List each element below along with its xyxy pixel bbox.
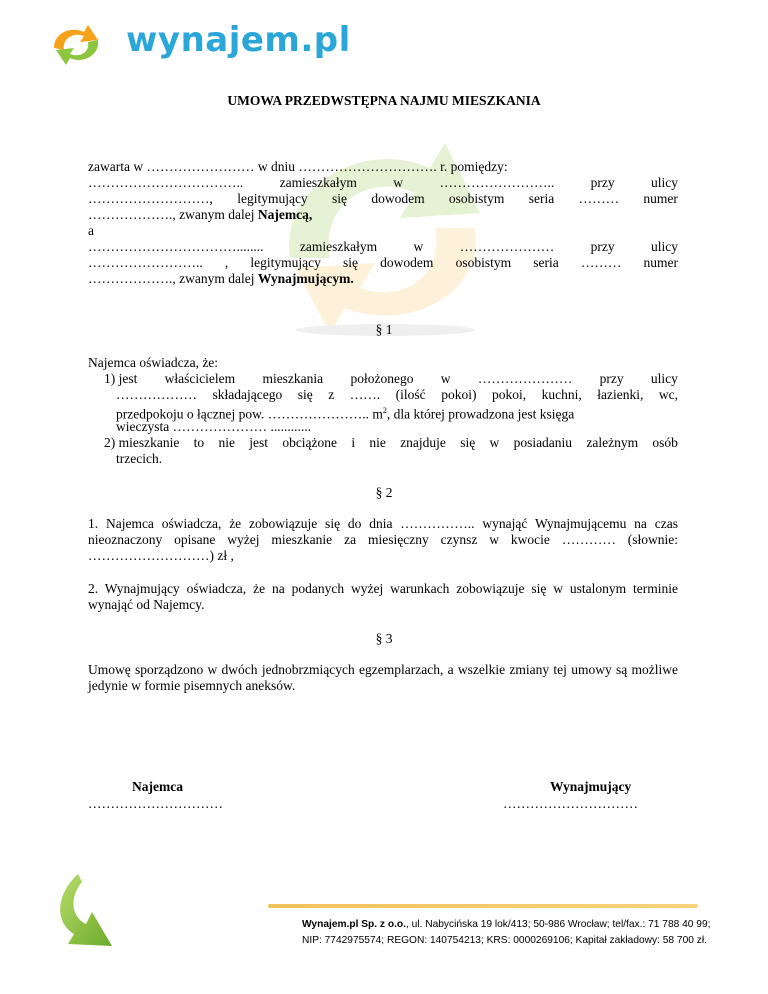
footer-address: , ul. Nabycińska 19 lok/413; 50-986 Wrocław; tel/fax.: 71 788 40 99; bbox=[405, 919, 711, 930]
word: kuchni, bbox=[541, 387, 582, 402]
word: zamieszkałym bbox=[279, 175, 357, 190]
s1-item1-line1 bbox=[104, 371, 678, 387]
word: to bbox=[193, 435, 205, 450]
word: , bbox=[224, 255, 229, 270]
word: legitymujący bbox=[237, 191, 308, 206]
party2-address-line bbox=[88, 239, 678, 255]
footer-address-line bbox=[302, 919, 710, 930]
s1-item1-line4: wieczysta ………………… ............ bbox=[116, 419, 311, 434]
section-3-paragraph: Umowę sporządzono w dwóch jednobrzmiących egzemplarzach, a wszelkie zmiany tej umowy są możliwe jedynie w formie pisemnych aneksów. bbox=[88, 662, 678, 693]
word: posiadaniu bbox=[513, 435, 573, 450]
word: w bbox=[440, 371, 451, 386]
word: pokoi) bbox=[441, 387, 477, 402]
blank-field: ……………………………........ bbox=[88, 239, 264, 254]
blank-field: ……………… bbox=[116, 387, 197, 402]
word: dowodem bbox=[371, 191, 425, 206]
land-register-text: , dla której prowadzona jest księga bbox=[386, 406, 575, 422]
word: ulicy bbox=[650, 371, 678, 386]
s1-item2-line1 bbox=[104, 435, 678, 451]
contract-place-date-line: zawarta w …………………… w dniu …………………………. r. pomiędzy: bbox=[88, 159, 508, 174]
signature-line-wynajmujacy: ………………………… bbox=[503, 796, 638, 811]
blank-field: …………………….. bbox=[88, 255, 203, 270]
blank-field: …………………….. bbox=[439, 175, 555, 190]
word: się bbox=[460, 435, 476, 450]
word: ulicy bbox=[651, 239, 678, 254]
document-title: UMOWA PRZEDWSTĘPNA NAJMU MIESZKANIA bbox=[227, 93, 541, 108]
word: legitymujący bbox=[250, 255, 321, 270]
section-2-heading: § 2 bbox=[375, 485, 393, 500]
word: i bbox=[351, 435, 356, 450]
logo-arrows-icon bbox=[48, 22, 118, 66]
word: mieszkania bbox=[262, 371, 324, 386]
word: nie bbox=[218, 435, 235, 450]
word: osobistym bbox=[448, 191, 505, 206]
signature-label-wynajmujacy: Wynajmujący bbox=[550, 779, 632, 794]
wynajem-logo[interactable] bbox=[48, 20, 351, 66]
word: łazienki, bbox=[597, 387, 644, 402]
area-unit-superscript: 2 bbox=[382, 406, 387, 415]
word: jest bbox=[249, 435, 269, 450]
role-wynajmujacy: Wynajmującym. bbox=[257, 271, 354, 286]
s1-item2-line2: trzecich. bbox=[116, 451, 163, 466]
party1-role-line bbox=[88, 207, 312, 223]
section-2-paragraph-1: 1. Najemca oświadcza, że zobowiązuje się do dnia …………….. wynająć Wynajmującemu na czas nieoznaczony opisane wyżej mieszkanie za miesięczny czynsz w kwocie ………… (słownie: ………………………) zł , bbox=[88, 516, 678, 563]
green-arrow-icon bbox=[48, 872, 118, 964]
word: składającego bbox=[212, 387, 283, 402]
word: się bbox=[297, 387, 313, 402]
footer-registration-line: NIP: 7742975574; REGON: 140754213; KRS: 0000269106; Kapitał zakładowy: 58 700 zł. bbox=[302, 935, 707, 946]
word: numer bbox=[643, 255, 678, 270]
word: zależnym bbox=[586, 435, 639, 450]
role-prefix: ………………., zwanym dalej bbox=[88, 207, 258, 222]
word: (ilość bbox=[395, 387, 426, 402]
word: osobistym bbox=[455, 255, 512, 270]
word: seria bbox=[533, 255, 559, 270]
section-1-intro: Najemca oświadcza, że: bbox=[88, 355, 219, 370]
word: przy bbox=[599, 371, 624, 386]
area-text: przedpokoju o łącznej pow. ………………….. m bbox=[116, 406, 383, 422]
role-najemca: Najemcą, bbox=[257, 207, 313, 222]
word: seria bbox=[528, 191, 555, 206]
word: 1) jest bbox=[104, 371, 138, 386]
party1-address-line bbox=[88, 175, 678, 191]
word: się bbox=[343, 255, 359, 270]
word: przy bbox=[590, 175, 615, 190]
signature-line-najemca: ………………………… bbox=[88, 796, 223, 811]
blank-field: ……. bbox=[349, 387, 381, 402]
word: właścicielem bbox=[164, 371, 236, 386]
word: obciążone bbox=[282, 435, 338, 450]
blank-field: ………………………, bbox=[88, 191, 213, 206]
party2-id-line bbox=[88, 255, 678, 271]
s1-item1-line2 bbox=[116, 387, 678, 403]
word: nie bbox=[369, 435, 386, 450]
party1-id-line bbox=[88, 191, 678, 207]
logo-wordmark: wynajem.pl bbox=[126, 20, 351, 60]
word: ulicy bbox=[651, 175, 678, 190]
blank-field: ………………… bbox=[477, 371, 573, 386]
footer-divider bbox=[268, 904, 698, 908]
and-conjunction: a bbox=[88, 223, 94, 238]
section-2-paragraph-2: 2. Wynajmujący oświadcza, że na podanych wyżej warunkach zobowiązuje się w ustalonym terminie wynająć od Najemcy. bbox=[88, 581, 678, 612]
blank-field: ……… bbox=[580, 255, 622, 270]
word: zamieszkałym bbox=[299, 239, 378, 254]
word: w bbox=[413, 239, 424, 254]
blank-field: ……… bbox=[578, 191, 620, 206]
word: znajduje bbox=[400, 435, 446, 450]
word: się bbox=[332, 191, 348, 206]
word: 2) mieszkanie bbox=[104, 435, 180, 450]
word: przy bbox=[590, 239, 615, 254]
word: numer bbox=[643, 191, 678, 206]
word: w bbox=[393, 175, 404, 190]
word: dowodem bbox=[380, 255, 434, 270]
footer-company-name: Wynajem.pl Sp. z o.o. bbox=[302, 919, 406, 930]
word: pokoi, bbox=[491, 387, 527, 402]
word: położonego bbox=[350, 371, 414, 386]
word: osób bbox=[652, 435, 678, 450]
word: z bbox=[328, 387, 335, 402]
section-1-heading: § 1 bbox=[375, 322, 393, 337]
section-3-heading: § 3 bbox=[375, 631, 393, 646]
blank-field: …………………………….. bbox=[88, 175, 244, 190]
role-prefix: ………………., zwanym dalej bbox=[88, 271, 258, 286]
blank-field: ………………… bbox=[459, 239, 555, 254]
signature-label-najemca: Najemca bbox=[132, 779, 183, 794]
watermark-arrows-icon bbox=[250, 118, 510, 338]
party2-role-line bbox=[88, 271, 354, 287]
word: w bbox=[489, 435, 500, 450]
word: wc, bbox=[658, 387, 678, 402]
